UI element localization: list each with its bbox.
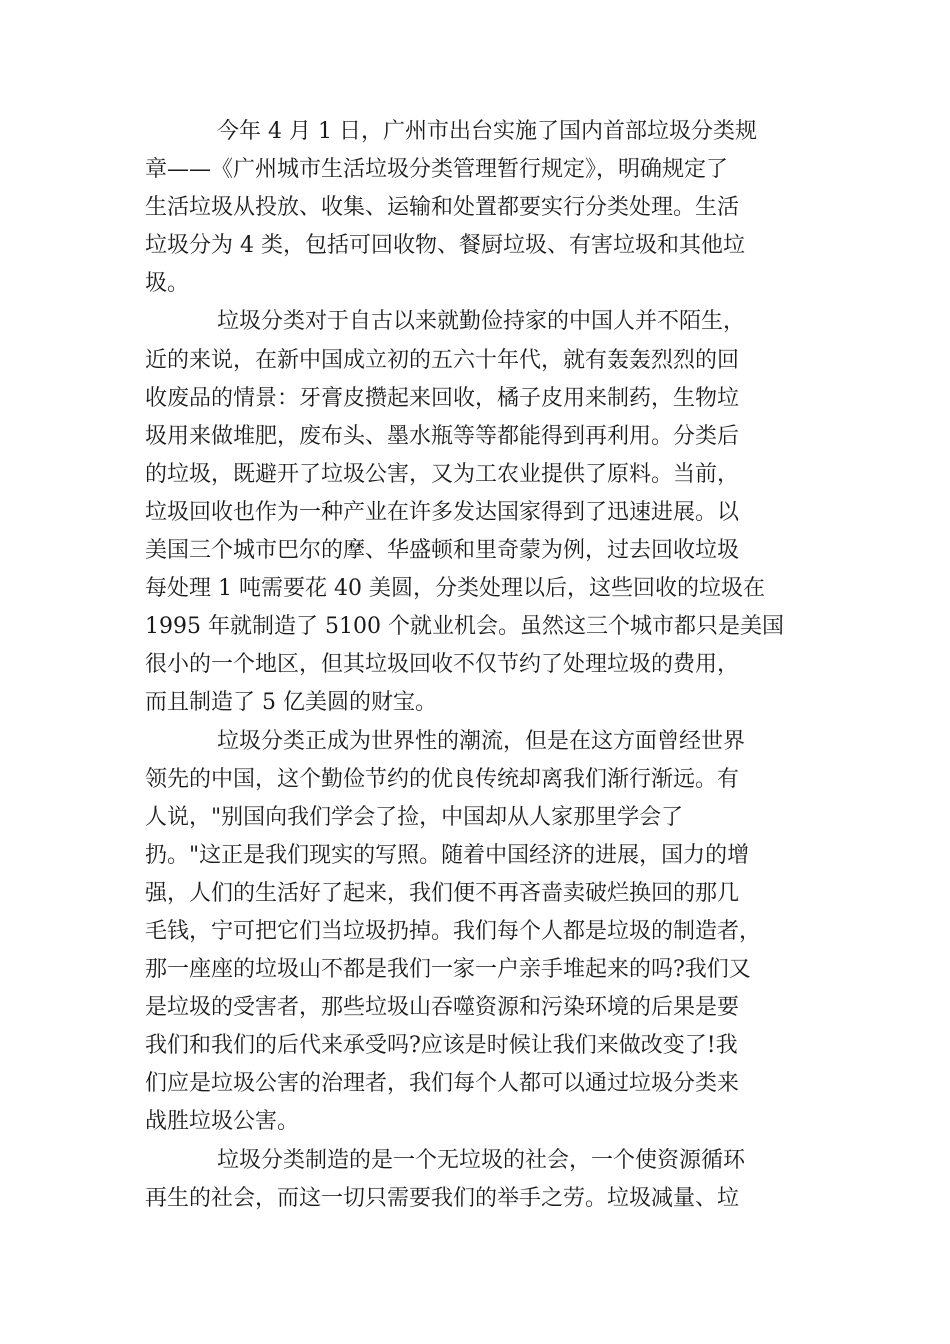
text-line: 毛钱，宁可把它们当垃圾扔掉。我们每个人都是垃圾的制造者，: [145, 918, 762, 944]
text-line: 生活垃圾从投放、收集、运输和处置都要实行分类处理。生活: [145, 195, 740, 221]
text-line: 很小的一个地区，但其垃圾回收不仅节约了处理垃圾的费用，: [145, 652, 740, 678]
text-line: 垃圾分类正成为世界性的潮流，但是在这方面曾经世界: [217, 728, 746, 754]
text-line: 们应是垃圾公害的治理者，我们每个人都可以通过垃圾分类来: [145, 1071, 740, 1097]
text-line: 圾。: [145, 271, 190, 297]
text-line: 今年 4 月 1 日，广州市出台实施了国内首部垃圾分类规: [217, 119, 757, 144]
text-line: 我们和我们的后代来承受吗?应该是时候让我们来做改变了!我: [145, 1033, 738, 1059]
text-line: 扔。"这正是我们现实的写照。随着中国经济的进展，国力的增: [145, 842, 750, 868]
text-line: 近的来说，在新中国成立初的五六十年代，就有轰轰烈烈的回: [145, 347, 740, 373]
text-line: 1995 年就制造了 5100 个就业机会。虽然这三个城市都只是美国: [145, 614, 784, 640]
text-line: 垃圾分为 4 类，包括可回收物、餐厨垃圾、有害垃圾和其他垃: [145, 233, 745, 259]
text-line: 强，人们的生活好了起来，我们便不再吝啬卖破烂换回的那几: [145, 880, 740, 906]
text-line: 是垃圾的受害者，那些垃圾山吞噬资源和污染环境的后果是要: [145, 995, 740, 1021]
text-line: 那一座座的垃圾山不都是我们一家一户亲手堆起来的吗?我们又: [145, 957, 751, 983]
text-line: 而且制造了 5 亿美圆的财宝。: [145, 690, 437, 716]
text-line: 每处理 1 吨需要花 40 美圆，分类处理以后，这些回收的垃圾在: [145, 576, 765, 602]
paragraph-2: [145, 303, 810, 722]
text-line: 人说，"别国向我们学会了捡，中国却从人家那里学会了: [145, 804, 684, 830]
text-line: 垃圾分类对于自古以来就勤俭持家的中国人并不陌生，: [217, 309, 746, 335]
text-line: 领先的中国，这个勤俭节约的优良传统却离我们渐行渐远。有: [145, 766, 740, 792]
paragraph-1: [145, 113, 810, 303]
text-line: 圾用来做堆肥，废布头、墨水瓶等等都能得到再利用。分类后: [145, 423, 740, 449]
text-line: 再生的社会，而这一切只需要我们的举手之劳。垃圾减量、垃: [145, 1185, 740, 1211]
text-line: 战胜垃圾公害。: [145, 1109, 300, 1135]
text-line: 的垃圾，既避开了垃圾公害，又为工农业提供了原料。当前，: [145, 461, 740, 487]
document-body: [145, 113, 810, 1218]
paragraph-3: [145, 723, 810, 1142]
text-line: 章——《广州城市生活垃圾分类管理暂行规定》，明确规定了: [145, 157, 729, 183]
text-line: 垃圾回收也作为一种产业在许多发达国家得到了迅速进展。以: [145, 499, 740, 525]
paragraph-4: [145, 1142, 810, 1218]
text-line: 垃圾分类制造的是一个无垃圾的社会，一个使资源循环: [217, 1147, 746, 1173]
text-line: 美国三个城市巴尔的摩、华盛顿和里奇蒙为例，过去回收垃圾: [145, 538, 740, 564]
text-line: 收废品的情景：牙膏皮攒起来回收，橘子皮用来制药，生物垃: [145, 385, 740, 411]
